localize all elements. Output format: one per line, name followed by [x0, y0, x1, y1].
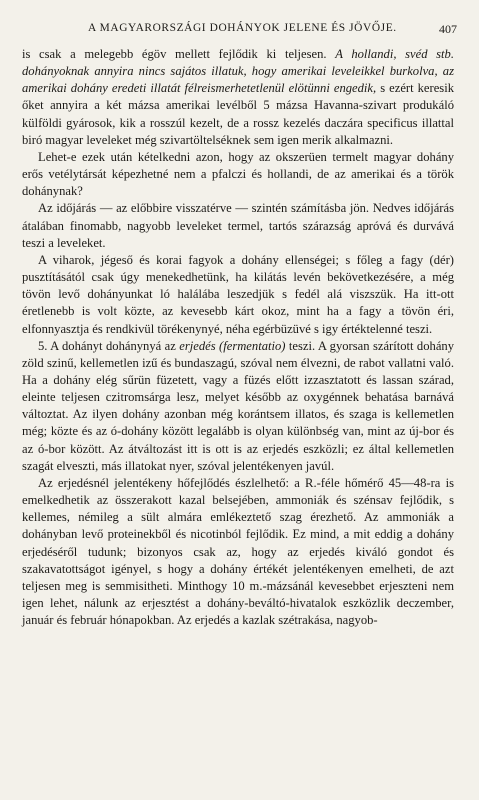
paragraph	[22, 252, 454, 338]
paragraph	[22, 149, 454, 200]
paragraph-text: Az időjárás — az előbbire visszatérve — szintén számításba jön. Nedves időjárás átalában finomabb, nagyobb leveleket termel, tartós szárazság apróvá és durvává teszi a leveleket.	[22, 201, 454, 250]
paragraph-text: s ezért keresik őket annyira a két mázsa amerikai levélből 5 mázsa Havanna-szivart produkáló külföldi gyárosok, kik a rosszúl kezelt, de a rossz kezelés daczára specificus illattal biró magyar leveleket még szivartöltelséknek sem igen merik alkalmazni.	[22, 81, 454, 147]
paragraph-text: teszi. A gyorsan szárított dohány zöld szinű, kellemetlen izű és bundaszagú, szóval nem élvezni, de rabot vallatni való. Ha a dohány elég sűrün füzetett, vagy a füzés előtt izzasztatott és lassan szárad, eleinte teljesen czitromsárga lesz, melyet később az oxygénnek behatása barnává változtat. Az ilyen dohány azonban még korántsem illatos, és szaga is kellemetlen még; közte és az ó-dohány között legalább is olyan különbség van, mint az új-bor és az ó-bor között. Az átváltozást itt is ott is az erjedés eszközli; ez által kellemetlen szagát elveszti, más illatokat nyer, szóval jelentékenyen javúl.	[22, 338, 455, 473]
paragraph-text: Lehet-e ezek után kételkedni azon, hogy az okszerüen termelt magyar dohány erős vetélytársát képezhetné nem a pfalczi és hollandi, de az amerikai és a török dohánynak?	[22, 149, 454, 199]
italic-text: erjedés (fermentatio)	[179, 338, 286, 353]
page-header	[24, 22, 457, 40]
paragraph	[22, 338, 454, 475]
page-body	[22, 46, 454, 629]
paragraph	[22, 200, 454, 251]
paragraph-text: A viharok, jégeső és korai fagyok a dohány ellenségei; s főleg a fagy (dér) pusztításától csak úgy menekedhetünk, ha kilátás levén bekövetkezésére, a még tövön levő dohányunkat ló halálába leszedjük s fedél alá viszszük. Ha itt-ott éretlenebb is volt közte, az kevesebb kárt okoz, mint ha a fagy a tövön éri, elfonnyasztja és rendkivül törékenynyé, néha egérbüzüvé s igy értéktelenné teszi.	[22, 252, 454, 336]
paragraph	[22, 475, 454, 629]
paragraph-text: is csak a melegebb égöv mellett fejlődik ki teljesen.	[22, 47, 336, 61]
italic-text: A hollandi, svéd stb. dohányoknak annyira nincs sajátos illatuk, hogy amerikai leveleikkel burkolva, az amerikai dohány eredeti illatát félreismerhetetlenül elötünni engedik,	[22, 47, 454, 96]
paragraph	[22, 46, 454, 149]
paragraph-text: 5. A dohányt dohánynyá az	[38, 338, 180, 353]
paragraph-text: Az erjedésnél jelentékeny hőfejlődés észlelhető: a R.-féle hőmérő 45—48-ra is emelkedhetik az összerakott kazal belsejében, ammoniák és szénsav fejlődik, s kellemes, némileg a sült almára emlékeztető szag érezhető. Az ammoniák a dohányban levő proteinekből és nicotinból fejlődik. Ez mind, a mit eddig a dohány erjedéséről tudunk; bizonyos csak az, hogy az erjedés kiváló gondot és szakavatottságot igényel, s hogy a dohány értékét jelentékenyen emelheti, de azt teljesen meg is semmisitheti. Minthogy 10 m.-mázsánál kevesebbet erjeszteni nem igen lehet, nálunk az erjesztést a dohány-beváltó-hivatalok eszközlik deczember, január és február hónapokban. Az erjedés a kazlak szétrakása, nagyob-	[22, 475, 454, 628]
page-number: 407	[439, 22, 457, 36]
running-head: A MAGYARORSZÁGI DOHÁNYOK JELENE ÉS JÖVŐJE.	[88, 22, 397, 34]
